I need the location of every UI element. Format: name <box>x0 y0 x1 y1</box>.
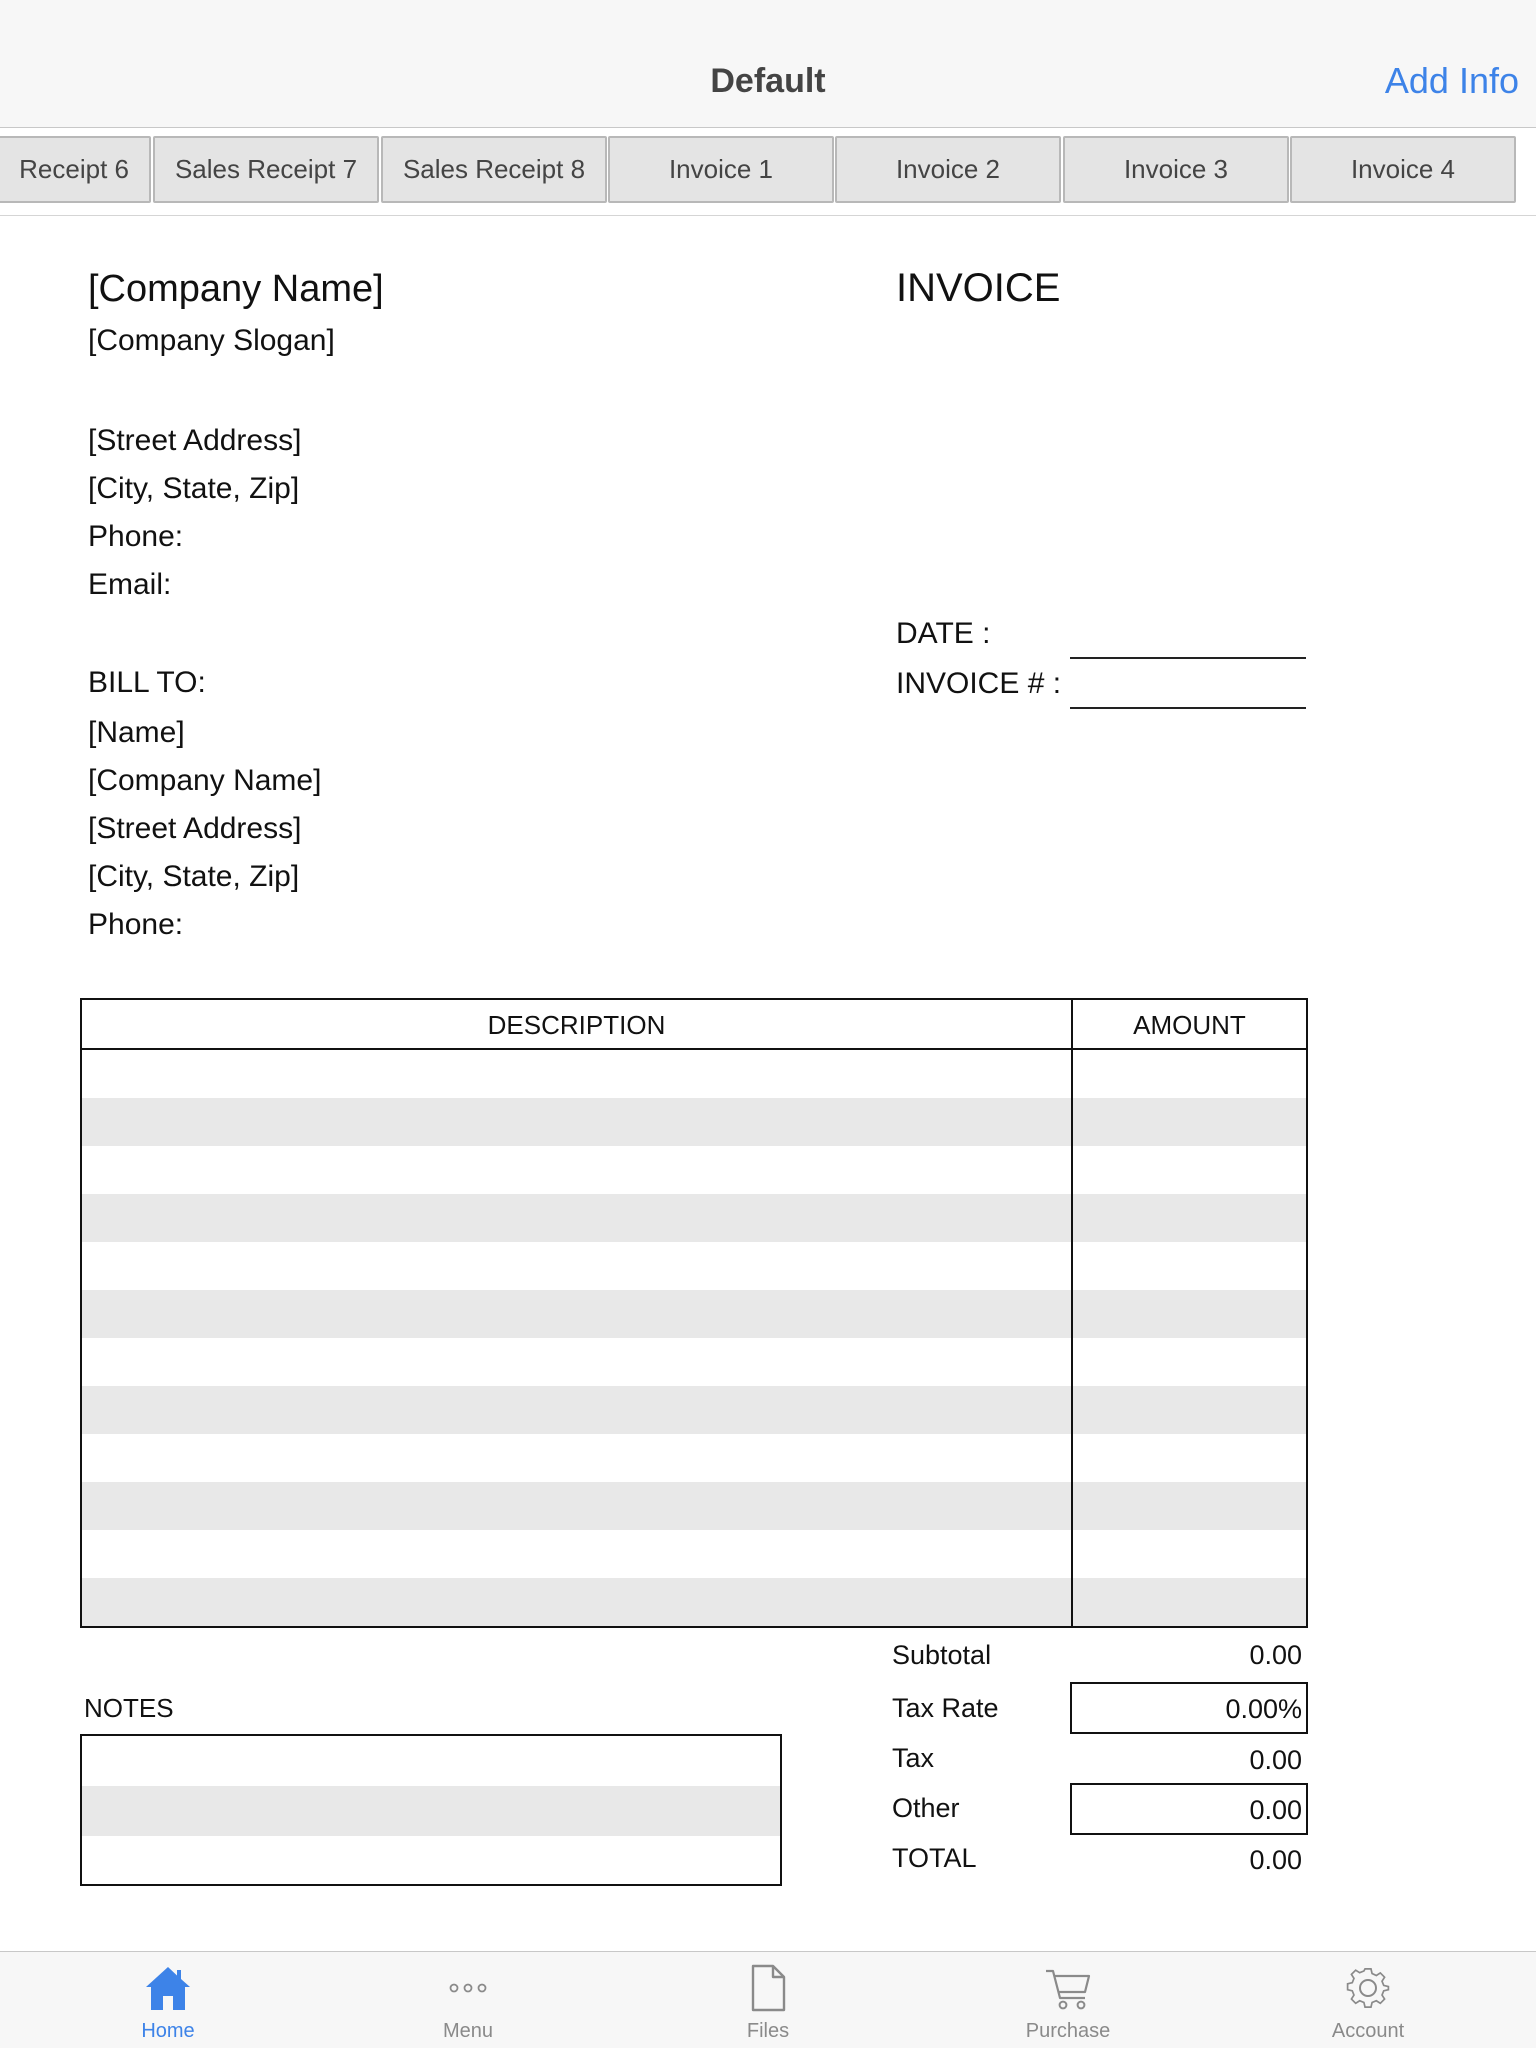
table-row[interactable] <box>82 1578 1306 1626</box>
tab-invoice-3[interactable]: Invoice 3 <box>1063 136 1289 203</box>
add-info-button[interactable]: Add Info <box>1384 60 1519 101</box>
table-row[interactable] <box>82 1434 1306 1482</box>
tab-account-label: Account <box>1331 2020 1405 2042</box>
description-header: DESCRIPTION <box>487 1010 666 1040</box>
home-icon <box>144 1962 192 2014</box>
company-email[interactable]: Email: <box>88 568 172 601</box>
file-icon <box>744 1962 792 2014</box>
more-icon <box>444 1962 492 2014</box>
date-field[interactable] <box>1070 657 1306 659</box>
tab-purchase[interactable] <box>968 1952 1168 2048</box>
company-phone[interactable]: Phone: <box>88 520 184 553</box>
table-row[interactable] <box>82 1530 1306 1578</box>
table-row[interactable] <box>82 1338 1306 1386</box>
other-value[interactable]: 0.00 <box>1249 1795 1302 1825</box>
invoice-title: INVOICE <box>896 266 1061 310</box>
company-name[interactable]: [Company Name] <box>88 268 384 310</box>
tab-receipt-6[interactable]: Receipt 6 <box>0 136 151 203</box>
amount-header: AMOUNT <box>1133 1010 1246 1040</box>
tax-rate-label: Tax Rate <box>892 1693 999 1723</box>
date-label: DATE : <box>896 617 991 650</box>
bill-to-name[interactable]: [Name] <box>88 716 185 749</box>
tab-sales-receipt-8[interactable]: Sales Receipt 8 <box>381 136 607 203</box>
table-row[interactable] <box>82 1290 1306 1338</box>
line-items-table <box>80 998 1308 1628</box>
total-label: TOTAL <box>892 1843 977 1873</box>
notes-label: NOTES <box>84 1693 174 1723</box>
bottom-tab-bar <box>0 1951 1536 2048</box>
bill-to-phone[interactable]: Phone: <box>88 908 184 941</box>
tab-files[interactable] <box>668 1952 868 2048</box>
tax-rate-value[interactable]: 0.00% <box>1225 1694 1302 1724</box>
tab-invoice-4[interactable]: Invoice 4 <box>1290 136 1516 203</box>
tab-invoice-1[interactable]: Invoice 1 <box>608 136 834 203</box>
tab-menu-label: Menu <box>442 2020 494 2042</box>
template-tab-strip[interactable] <box>0 128 1536 216</box>
bill-to-city-state-zip[interactable]: [City, State, Zip] <box>88 860 300 893</box>
tab-menu[interactable] <box>368 1952 568 2048</box>
table-row[interactable] <box>82 1146 1306 1194</box>
bill-to-company[interactable]: [Company Name] <box>88 764 322 797</box>
company-slogan[interactable]: [Company Slogan] <box>88 324 335 357</box>
tab-purchase-label: Purchase <box>1025 2020 1111 2042</box>
subtotal-label: Subtotal <box>892 1640 992 1670</box>
table-row[interactable] <box>82 1482 1306 1530</box>
navigation-bar <box>0 0 1536 128</box>
gear-icon <box>1344 1962 1392 2014</box>
table-row[interactable] <box>82 1098 1306 1146</box>
notes-field[interactable] <box>80 1734 782 1886</box>
bill-to-street-address[interactable]: [Street Address] <box>88 812 302 845</box>
cart-icon <box>1044 1962 1092 2014</box>
tab-account[interactable] <box>1268 1952 1468 2048</box>
tax-value: 0.00 <box>1249 1745 1302 1775</box>
table-header <box>82 1000 1306 1050</box>
table-row[interactable] <box>82 1050 1306 1098</box>
column-divider <box>1071 1000 1073 1626</box>
nav-title: Default <box>710 62 826 100</box>
notes-line[interactable] <box>82 1736 780 1786</box>
invoice-number-field[interactable] <box>1070 707 1306 709</box>
other-label: Other <box>892 1793 960 1823</box>
tab-invoice-2[interactable]: Invoice 2 <box>835 136 1061 203</box>
subtotal-value: 0.00 <box>1249 1640 1302 1670</box>
tab-home-label: Home <box>141 2020 195 2042</box>
tab-sales-receipt-7[interactable]: Sales Receipt 7 <box>153 136 379 203</box>
notes-line[interactable] <box>82 1836 780 1886</box>
invoice-number-label: INVOICE # : <box>896 667 1062 700</box>
tax-label: Tax <box>892 1743 935 1773</box>
bill-to-heading: BILL TO: <box>88 666 206 699</box>
tab-files-label: Files <box>746 2020 790 2042</box>
table-row[interactable] <box>82 1386 1306 1434</box>
tab-home[interactable] <box>68 1952 268 2048</box>
table-row[interactable] <box>82 1242 1306 1290</box>
table-row[interactable] <box>82 1194 1306 1242</box>
company-city-state-zip[interactable]: [City, State, Zip] <box>88 472 300 505</box>
total-value: 0.00 <box>1249 1845 1302 1875</box>
company-street-address[interactable]: [Street Address] <box>88 424 302 457</box>
notes-line[interactable] <box>82 1786 780 1836</box>
